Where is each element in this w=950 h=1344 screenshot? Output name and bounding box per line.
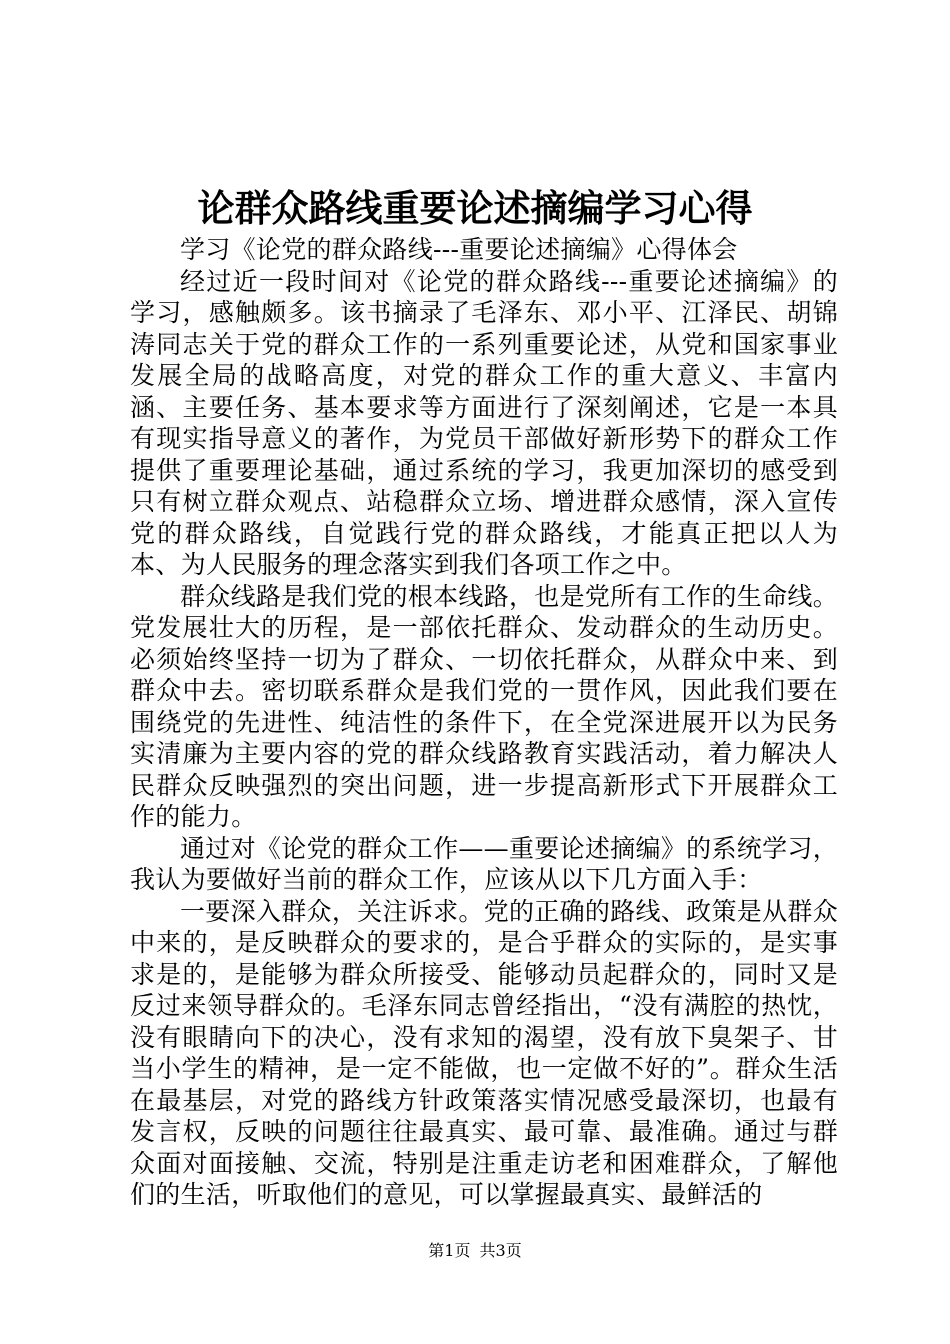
body-paragraph: 一要深入群众，关注诉求。党的正确的路线、政策是从群众中来的，是反映群众的要求的，是合乎群众的实际的，是实事求是的，是能够为群众所接受、能够动员起群众的，同时又是反过来领导群众的。毛泽东同志曾经指出，“没有满腔的热忱，没有眼睛向下的决心，没有求知的渴望，没有放下臭架子、甘当小学生的精神，是一定不能做，也一定做不好的”。群众生活在最基层，对党的路线方针政策落实情况感受最深切，也最有发言权，反映的问题往往最真实、最可靠、最准确。通过与群众面对面接触、交流，特别是注重走访老和困难群众，了解他们的生活，听取他们的意见，可以掌握最真实、最鲜活的	[130, 896, 838, 1209]
page-footer	[0, 1240, 950, 1262]
body-paragraph: 群众线路是我们党的根本线路，也是党所有工作的生命线。党发展壮大的历程，是一部依托群众、发动群众的生动历史。必须始终坚持一切为了群众、一切依托群众，从群众中来、到群众中去。密切联系群众是我们党的一贯作风，因此我们要在围绕党的先进性、纯洁性的条件下，在全党深进展开以为民务实清廉为主要内容的党的群众线路教育实践活动，着力解决人民群众反映强烈的突出问题，进一步提高新形式下开展群众工作的能力。	[130, 581, 838, 831]
page-total: 共3页	[479, 1241, 522, 1260]
subtitle-paragraph: 学习《论党的群众路线---重要论述摘编》心得体会	[180, 235, 738, 264]
body-paragraph: 经过近一段时间对《论党的群众路线---重要论述摘编》的学习，感触颇多。该书摘录了毛泽东、邓小平、江泽民、胡锦涛同志关于党的群众工作的一系列重要论述，从党和国家事业发展全局的战略高度，对党的群众工作的重大意义、丰富内涵、主要任务、基本要求等方面进行了深刻阐述，它是一本具有现实指导意义的著作，为党员干部做好新形势下的群众工作提供了重要理论基础，通过系统的学习，我更加深切的感受到只有树立群众观点、站稳群众立场、增进群众感情，深入宣传党的群众路线，自觉践行党的群众路线，才能真正把以人为本、为人民服务的理念落实到我们各项工作之中。	[130, 266, 838, 579]
document-title: 论群众路线重要论述摘编学习心得	[197, 186, 753, 230]
body-paragraph: 通过对《论党的群众工作——重要论述摘编》的系统学习，我认为要做好当前的群众工作，应该从以下几方面入手：	[130, 833, 838, 894]
page-number: 第1页	[428, 1241, 471, 1260]
document-body	[130, 234, 838, 1211]
